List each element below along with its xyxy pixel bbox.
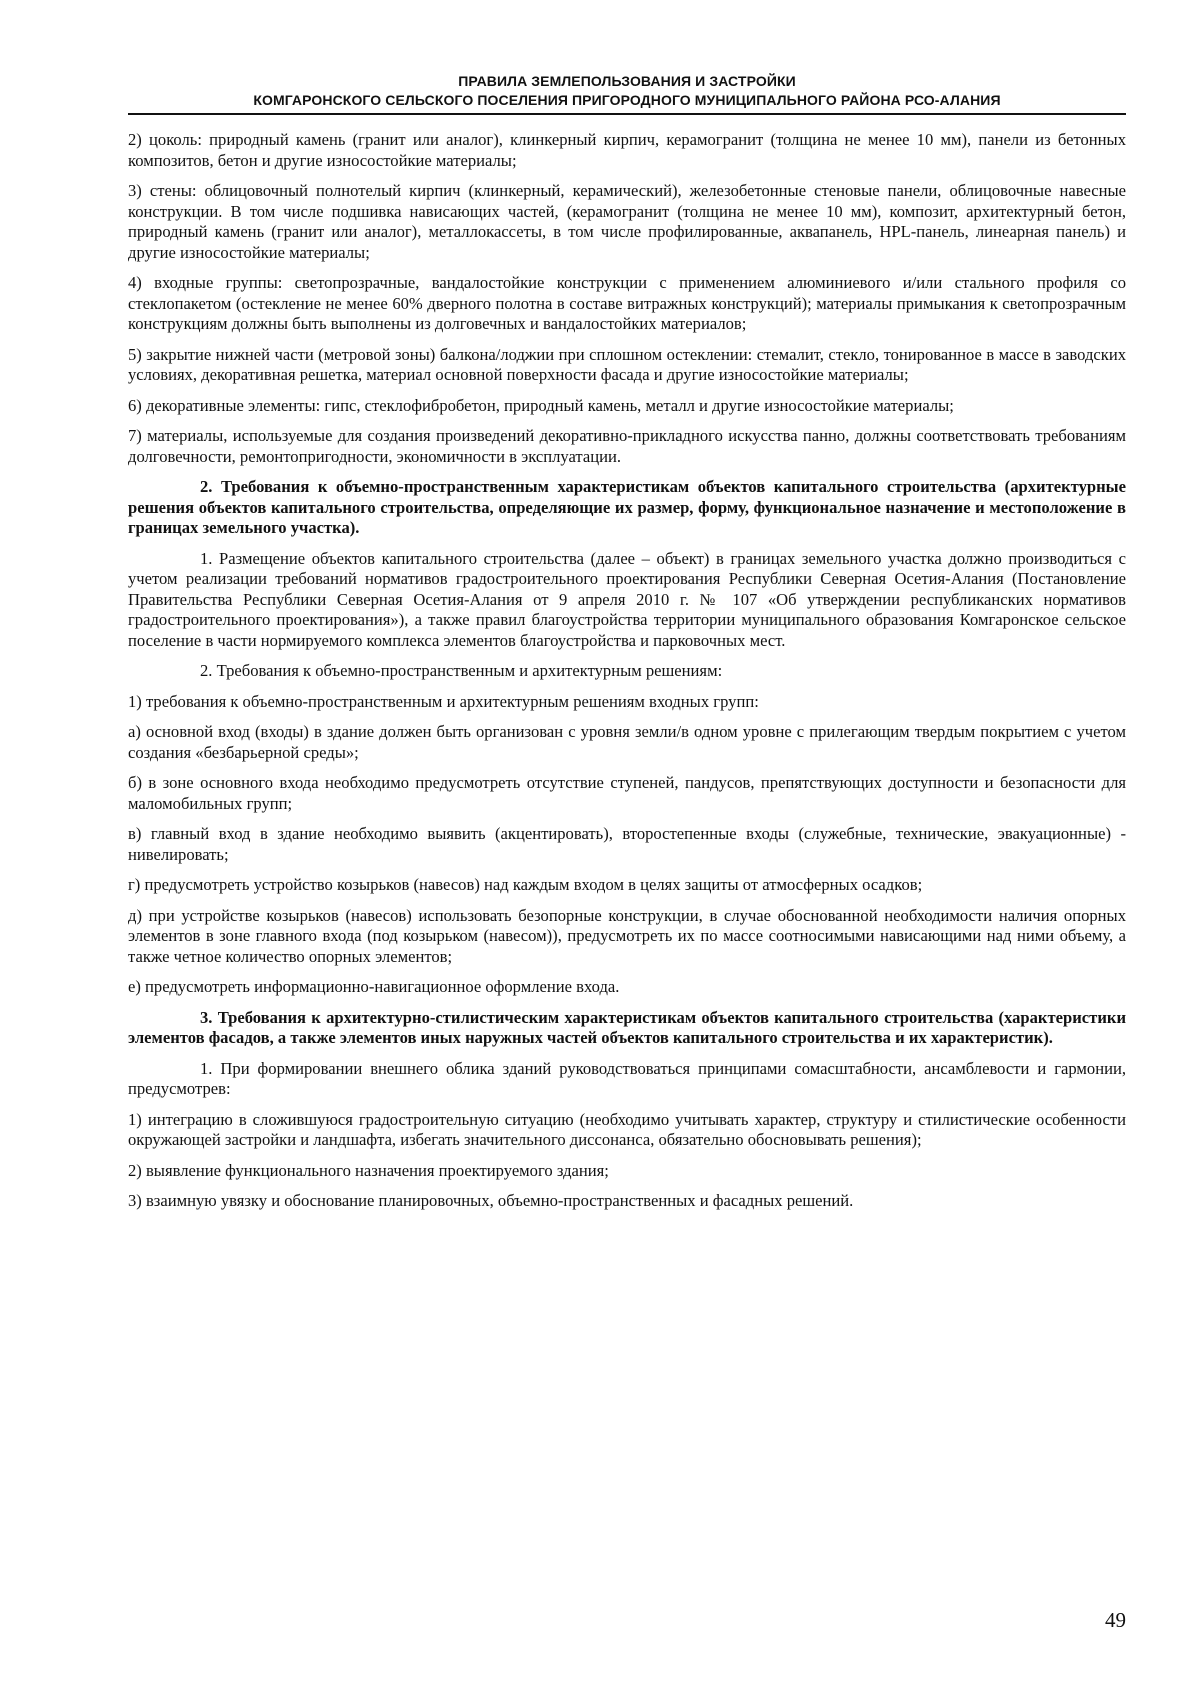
paragraph-wall-materials: 3) стены: облицовочный полнотелый кирпич (клинкерный, керамический), железобетонные стеновые панели, облицовочные навесные конструкции. В том числе подшивка нависающих частей, (керамогранит (толщина не менее 10 мм), композит, архитектурный бетон, природный камень (гранит или аналог), металлокассеты, в том числе профилированные, аквапанель, HPL-панель, линеарная панель) и другие износостойкие материалы; xyxy=(128,181,1126,262)
list-item-d: д) при устройстве козырьков (навесов) использовать безопорные конструкции, в случае обоснованной необходимости наличия опорных элементов в зоне главного входа (под козырьком (навесом)), предусмотреть их по массе соотносимыми нависающими над ними объему, а также четное количество опорных элементов; xyxy=(128,905,1126,966)
list-item-b: б) в зоне основного входа необходимо предусмотреть отсутствие ступеней, пандусов, препятствующих доступности и безопасности для маломобильных групп; xyxy=(128,773,1126,813)
list-item-g: г) предусмотреть устройство козырьков (навесов) над каждым входом в целях защиты от атмосферных осадков; xyxy=(128,875,923,894)
header-subtitle: КОМГАРОНСКОГО СЕЛЬСКОГО ПОСЕЛЕНИЯ ПРИГОРОДНОГО МУНИЦИПАЛЬНОГО РАЙОНА РСО-АЛАНИЯ xyxy=(253,92,1001,108)
paragraph-plinth-materials: 2) цоколь: природный камень (гранит или аналог), клинкерный кирпич, керамогранит (толщина не менее 10 мм), панели из бетонных композитов, бетон и другие износостойкие материалы; xyxy=(128,130,1126,170)
list-item-v: в) главный вход в здание необходимо выявить (акцентировать), второстепенные входы (служебные, технические, эвакуационные) - нивелировать; xyxy=(128,824,1126,864)
paragraph-art-materials: 7) материалы, используемые для создания произведений декоративно-прикладного искусства панно, должны соответствовать требованиям долговечности, ремонтопригодности, экономичности в эксплуатации. xyxy=(128,426,1126,466)
paragraph-volume-requirements: 2. Требования к объемно-пространственным и архитектурным решениям: xyxy=(200,661,723,680)
section-heading-3: 3. Требования к архитектурно-стилистическим характеристикам объектов капитального строительства (характеристики элементов фасадов, а также элементов иных наружных частей объектов капитального строительства и их характеристик). xyxy=(128,1007,1126,1047)
section-heading-2: 2. Требования к объемно-пространственным характеристикам объектов капитального строительства (архитектурные решения объектов капитального строительства, определяющие их размер, форму, функциональное назначение и местоположение в границах земельного участка). xyxy=(128,477,1126,537)
list-item-integration: 1) интеграцию в сложившуюся градостроительную ситуацию (необходимо учитывать характер, структуру и стилистические особенности окружающей застройки и ландшафта, избегать значительного диссонанса, обязательно обосновывать решения); xyxy=(128,1109,1126,1149)
list-item-a: а) основной вход (входы) в здание должен быть организован с уровня земли/в одном уровне с прилегающим твердым покрытием с учетом создания «безбарьерной среды»; xyxy=(128,722,1126,762)
list-item-e: е) предусмотреть информационно-навигационное оформление входа. xyxy=(128,977,620,996)
list-item-coordination: 3) взаимную увязку и обоснование планировочных, объемно-пространственных и фасадных решений. xyxy=(128,1191,854,1210)
paragraph-facade-principles: 1. При формировании внешнего облика зданий руководствоваться принципами сомасштабности, ансамблевости и гармонии, предусмотрев: xyxy=(128,1058,1126,1098)
paragraph-entrance-groups: 4) входные группы: светопрозрачные, вандалостойкие конструкции с применением алюминиевого и/или стального профиля со стеклопакетом (остекление не менее 60% дверного полотна в составе витражных конструкций); материалы примыкания к светопрозрачным конструкциям должны быть выполнены из долговечных и вандалостойких материалов; xyxy=(128,273,1126,333)
paragraph-placement: 1. Размещение объектов капитального строительства (далее – объект) в границах земельного участка должно производиться с учетом реализации требований нормативов градостроительного проектирования Республики Северная Осетия-Алания (Постановление Правительства Республики Северная Осетия-Алания от 9 апреля 2010 г. № 107 «Об утверждении республиканских нормативов градостроительного проектирования»), а также правил благоустройства территории муниципального образования Комгаронское сельское поселение в части нормируемого комплекса элементов благоустройства и парковочных мест. xyxy=(128,548,1126,650)
document-body xyxy=(128,130,1126,1222)
page-header xyxy=(128,72,1126,115)
paragraph-decorative-elements: 6) декоративные элементы: гипс, стеклофибробетон, природный камень, металл и другие износостойкие материалы; xyxy=(128,395,954,415)
paragraph-balcony-closure: 5) закрытие нижней части (метровой зоны) балкона/лоджии при сплошном остеклении: стемалит, стекло, тонированное в массе в заводских условиях, декоративная решетка, материал основной поверхности фасада и другие износостойкие материалы; xyxy=(128,344,1126,384)
paragraph-entrance-requirements: 1) требования к объемно-пространственным и архитектурным решениям входных групп: xyxy=(128,691,759,711)
page-number: 49 xyxy=(1105,1608,1126,1632)
list-item-function: 2) выявление функционального назначения проектируемого здания; xyxy=(128,1160,609,1180)
header-title: ПРАВИЛА ЗЕМЛЕПОЛЬЗОВАНИЯ И ЗАСТРОЙКИ xyxy=(458,73,796,89)
